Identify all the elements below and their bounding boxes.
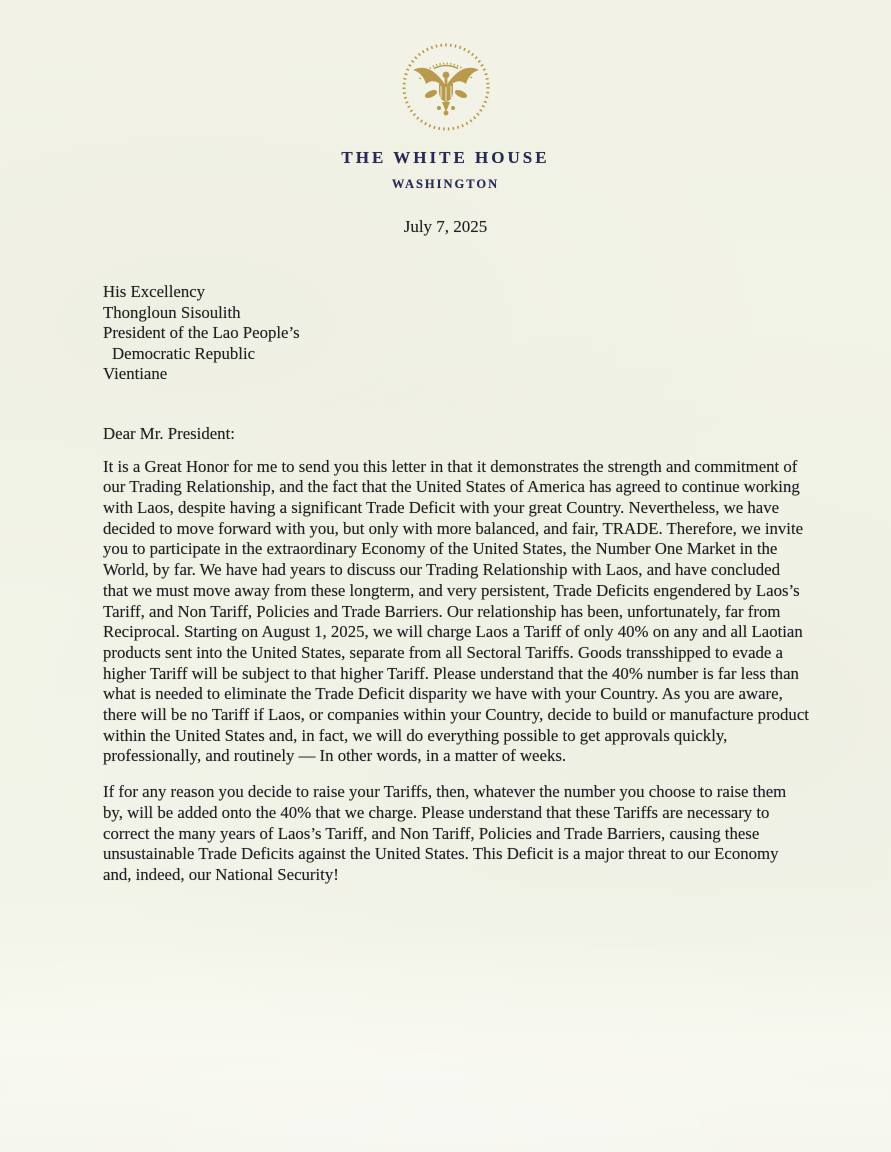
recipient-line-city: Vientiane [103,364,168,384]
presidential-seal-icon [401,42,491,132]
body-paragraph-2: If for any reason you decide to raise your Tariffs, then, whatever the number you choose to raise them by, will be added onto the 40% that we charge. Please understand that these Tariffs are necessary to correct the many years of Laos’s Tariff, and Non Tariff, Policies and Trade Barriers, causing these unsustainable Trade Deficits against the United States. This Deficit is a major threat to our Economy and, indeed, our National Security! [103,782,787,884]
recipient-line-name: Thongloun Sisoulith [103,302,241,322]
body-paragraph-1: It is a Great Honor for me to send you this letter in that it demonstrates the strength and commitment of our Trading Relationship, and the fact that the United States of America has agreed to continue working with Laos, despite having a significant Trade Deficit with your great Country. Nevertheless, we have decided to move forward with you, but only with more balanced, and fair, TRADE. Therefore, we invite you to participate in the extraordinary Economy of the United States, the Number One Market in the World, by far. We have had years to discuss our Trading Relationship with Laos, and have concluded that we must move away from these longterm, and very persistent, Trade Deficits engendered by Laos’s Tariff, and Non Tariff, Policies and Trade Barriers. Our relationship has been, unfortunately, far from Reciprocal. Starting on August 1, 2025, we will charge Laos a Tariff of only 40% on any and all Laotian products sent into the United States, separate from all Sectoral Tariffs. Goods transshipped to evade a higher Tariff will be subject to that higher Tariff. Please understand that the 40% number is far less than what is needed to eliminate the Trade Deficit disparity we have with your Country. As you are aware, there will be no Tariff if Laos, or companies within your Country, decide to build or manufacture product within the United States and, in fact, we will do everything possible to get approvals quickly, professionally, and routinely — In other words, in a matter of weeks. [103,456,809,766]
letterhead-subtitle: WASHINGTON [391,177,500,191]
salutation: Dear Mr. President: [103,424,235,443]
recipient-line-title-cont: Democratic Republic [112,343,256,363]
recipient-line-title: President of the Lao People’s [103,323,300,343]
letter-date: July 7, 2025 [403,217,488,236]
letter-body [103,424,809,886]
letterhead-title: THE WHITE HOUSE [341,148,550,167]
recipient-address-block [103,282,300,385]
recipient-line-honorific: His Excellency [103,282,206,301]
